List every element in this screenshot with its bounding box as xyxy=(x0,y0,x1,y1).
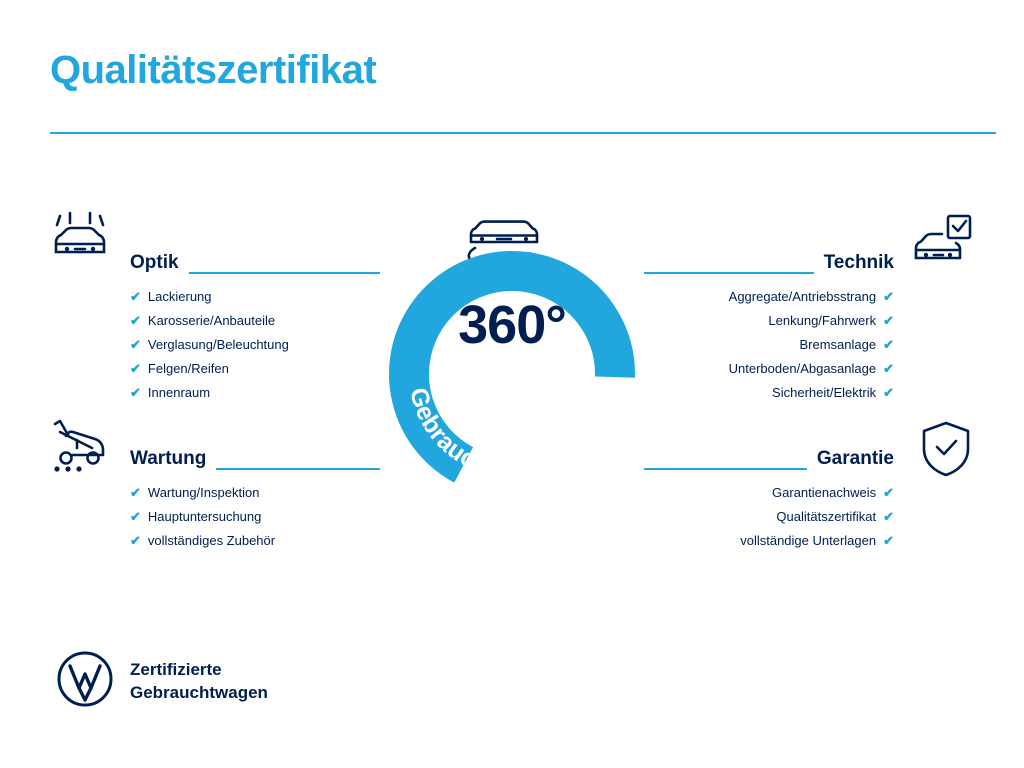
check-icon: ✔ xyxy=(883,485,894,500)
block-wartung-header xyxy=(130,428,380,472)
check-icon: ✔ xyxy=(883,313,894,328)
list-item-label: Qualitätszertifikat xyxy=(776,509,877,524)
block-technik xyxy=(644,232,894,410)
block-optik-header xyxy=(130,232,380,276)
block-garantie-list xyxy=(644,486,894,547)
vw-logo-icon xyxy=(56,650,114,713)
list-item xyxy=(130,386,380,399)
list-item-label: Verglasung/Beleuchtung xyxy=(147,337,289,352)
list-item xyxy=(130,534,380,547)
block-garantie-header xyxy=(644,428,894,472)
list-item-label: Bremsanlage xyxy=(799,337,877,352)
block-optik xyxy=(130,232,380,410)
check-icon: ✔ xyxy=(130,337,141,352)
list-item xyxy=(130,290,380,303)
block-optik-title: Optik xyxy=(130,252,179,273)
block-wartung-title: Wartung xyxy=(130,448,207,469)
block-technik-title: Technik xyxy=(823,252,894,273)
list-item-label: Hauptuntersuchung xyxy=(147,509,262,524)
list-item-label: vollständige Unterlagen xyxy=(740,533,877,548)
list-item-label: Karosserie/Anbauteile xyxy=(147,313,276,328)
car-checklist-icon xyxy=(912,212,976,277)
check-icon: ✔ xyxy=(883,533,894,548)
list-item xyxy=(644,534,894,547)
list-item-label: Innenraum xyxy=(147,385,211,400)
car-front-lights-icon xyxy=(48,208,110,275)
check-icon: ✔ xyxy=(130,361,141,376)
list-item xyxy=(130,338,380,351)
block-garantie-divider xyxy=(644,468,807,470)
list-item xyxy=(644,290,894,303)
check-icon: ✔ xyxy=(130,289,141,304)
list-item-label: Lenkung/Fahrwerk xyxy=(768,313,877,328)
block-wartung xyxy=(130,428,380,558)
list-item xyxy=(130,486,380,499)
list-item xyxy=(644,338,894,351)
block-wartung-divider xyxy=(216,468,380,470)
list-item-label: Sicherheit/Elektrik xyxy=(772,385,877,400)
footer-line-2: Gebrauchtwagen xyxy=(130,682,268,702)
block-garantie xyxy=(644,428,894,558)
block-optik-list xyxy=(130,290,380,399)
footer-line-1: Zertifizierte xyxy=(130,659,222,679)
list-item xyxy=(644,362,894,375)
footer-brand xyxy=(56,650,268,713)
check-icon: ✔ xyxy=(130,385,141,400)
block-garantie-title: Garantie xyxy=(816,448,894,469)
check-icon: ✔ xyxy=(883,361,894,376)
list-item xyxy=(644,314,894,327)
list-item-label: Wartung/Inspektion xyxy=(147,485,260,500)
list-item xyxy=(644,486,894,499)
check-icon: ✔ xyxy=(130,533,141,548)
block-optik-divider xyxy=(189,272,380,274)
360-check-badge xyxy=(375,196,649,496)
list-item-label: Aggregate/Antriebsstrang xyxy=(728,289,877,304)
check-icon: ✔ xyxy=(883,289,894,304)
check-icon: ✔ xyxy=(883,509,894,524)
list-item-label: vollständiges Zubehör xyxy=(147,533,276,548)
list-item-label: Unterboden/Abgasanlage xyxy=(728,361,877,376)
block-technik-list xyxy=(644,290,894,399)
footer-text xyxy=(130,659,268,705)
page-title: Qualitätszertifikat xyxy=(50,48,377,92)
list-item xyxy=(644,510,894,523)
svg-text:Gebrauchtwagen-Check: Gebrauchtwagen-Check xyxy=(404,384,620,484)
list-item xyxy=(644,386,894,399)
check-icon: ✔ xyxy=(883,337,894,352)
title-divider xyxy=(50,132,996,134)
list-item-label: Garantienachweis xyxy=(772,485,877,500)
center-value: 360° xyxy=(458,295,566,355)
list-item xyxy=(130,510,380,523)
shield-check-icon xyxy=(918,418,974,485)
car-lifted-service-icon xyxy=(46,414,112,481)
list-item-label: Lackierung xyxy=(147,289,212,304)
list-item xyxy=(130,362,380,375)
check-icon: ✔ xyxy=(130,509,141,524)
block-technik-divider xyxy=(644,272,814,274)
block-technik-header xyxy=(644,232,894,276)
list-item xyxy=(130,314,380,327)
check-icon: ✔ xyxy=(130,485,141,500)
check-icon: ✔ xyxy=(883,385,894,400)
check-icon: ✔ xyxy=(130,313,141,328)
list-item-label: Felgen/Reifen xyxy=(147,361,229,376)
block-wartung-list xyxy=(130,486,380,547)
